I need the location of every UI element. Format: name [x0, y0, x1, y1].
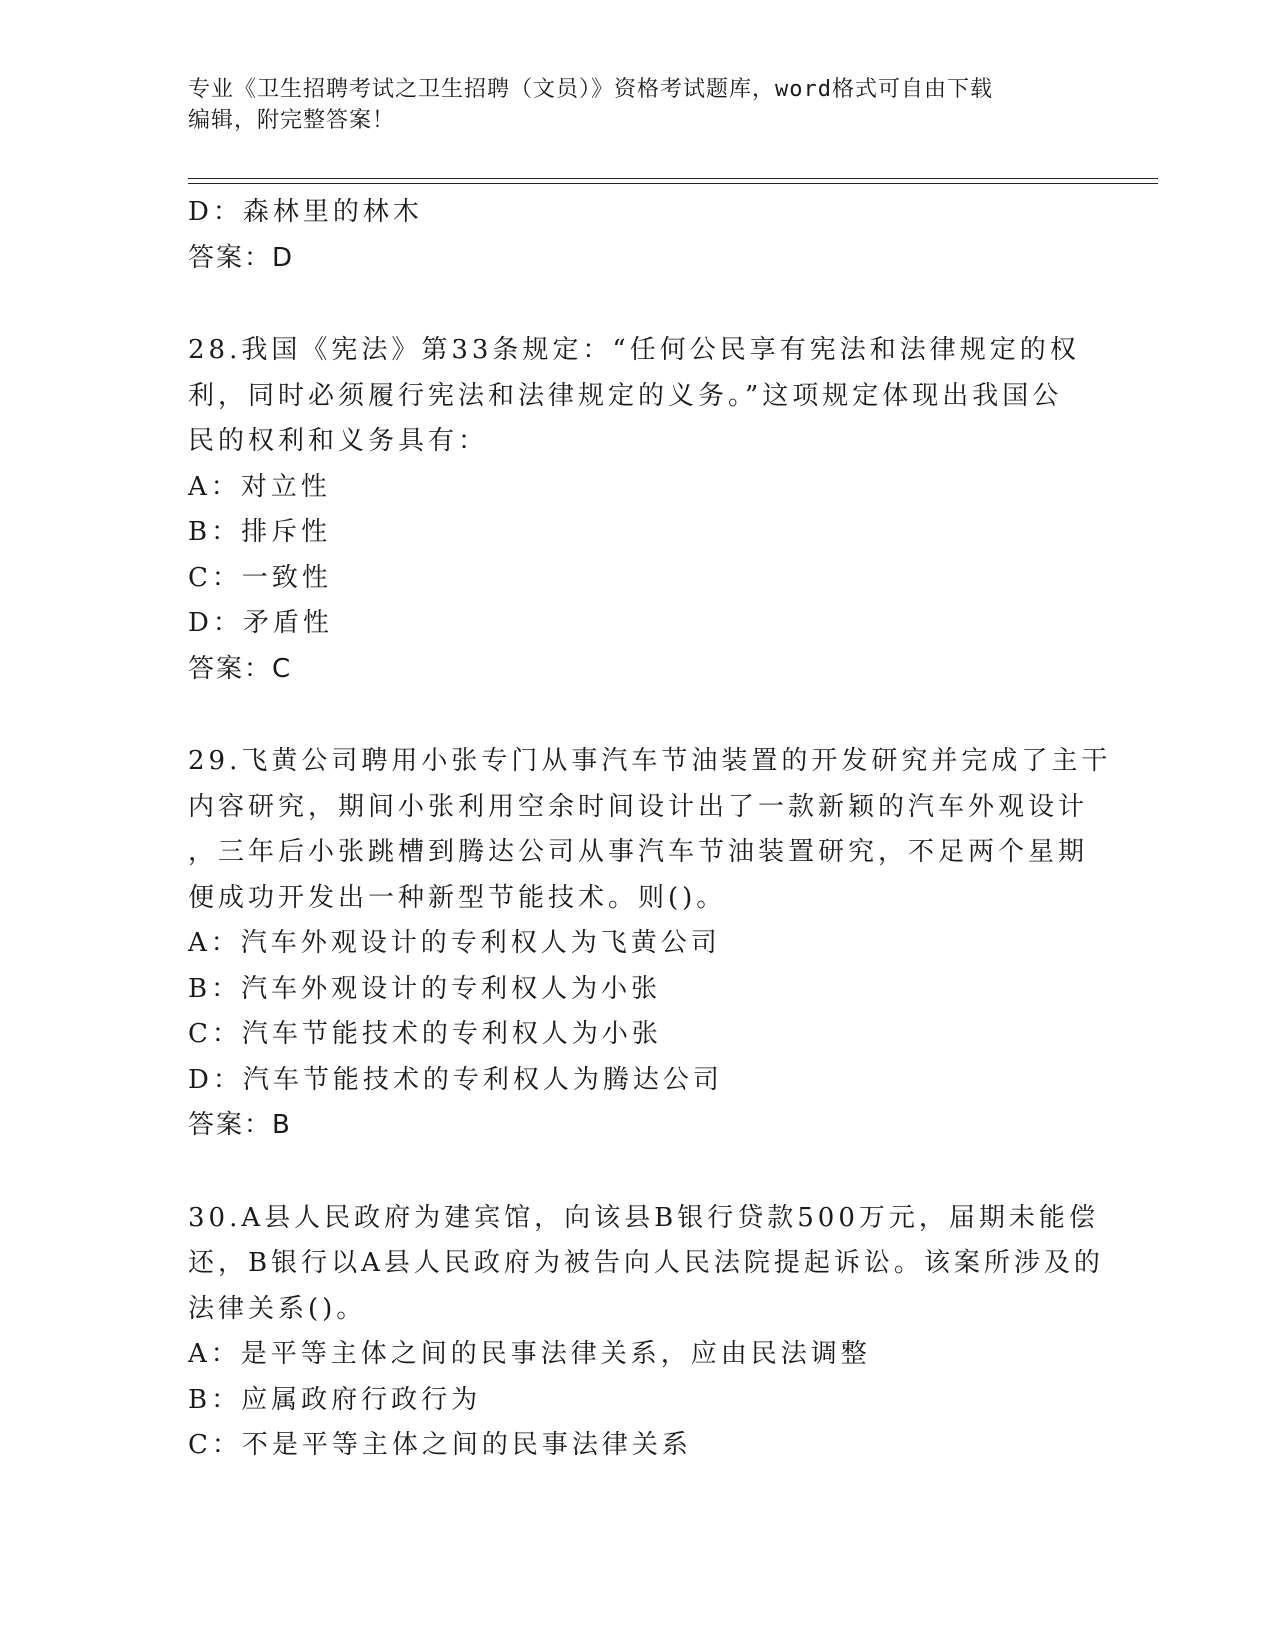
question-29-stem-line: 内容研究，期间小张利用空余时间设计出了一款新颖的汽车外观设计 [188, 791, 1089, 822]
question-29-option-b: B：汽车外观设计的专利权人为小张 [188, 973, 662, 1004]
question-30-option-c: C：不是平等主体之间的民事法律关系 [188, 1430, 692, 1460]
prev-option-d: D：森林里的林木 [188, 197, 423, 227]
question-30-option-b: B：应属政府行政行为 [188, 1384, 482, 1415]
question-30 [188, 1196, 1104, 1469]
question-29-option-c: C：汽车节能技术的专利权人为小张 [188, 1019, 662, 1049]
prev-answer: 答案：D [188, 242, 295, 273]
question-30-stem-line: 30.A县人民政府为建宾馆，向该县B银行贷款500万元，届期未能偿 [188, 1202, 1099, 1233]
question-29-stem-line: 便成功开发出一种新型节能技术。则()。 [188, 882, 727, 913]
question-30-option-a: A：是平等主体之间的民事法律关系，应由民法调整 [188, 1339, 871, 1369]
spacer [188, 692, 1088, 739]
header-line-2: 编辑，附完整答案！ [188, 108, 396, 133]
question-28-option-d: D：矛盾性 [188, 608, 333, 638]
header-line-1: 专业《卫生招聘考试之卫生招聘（文员）》资格考试题库，word格式可自由下载 [188, 77, 993, 102]
question-28-answer: 答案：C [188, 653, 293, 684]
question-29 [188, 739, 1112, 1149]
question-content [188, 190, 1112, 1469]
question-28-option-b: B：排斥性 [188, 517, 332, 547]
question-30-stem-line: 法律关系()。 [188, 1293, 367, 1324]
question-28-stem-line: 民的权利和义务具有： [188, 426, 489, 456]
question-30-stem-line: 还，B银行以A县人民政府为被告向人民法院提起诉讼。该案所涉及的 [188, 1248, 1104, 1278]
spacer [188, 1149, 1088, 1196]
question-28 [188, 328, 1088, 692]
spacer [188, 281, 1088, 328]
question-28-stem-line: 28.我国《宪法》第33条规定：“任何公民享有宪法和法律规定的权 [188, 335, 1080, 365]
header-divider [188, 178, 1158, 184]
question-28-option-c: C：一致性 [188, 562, 332, 593]
page-header [188, 74, 1068, 136]
question-28-option-a: A：对立性 [188, 471, 331, 502]
question-29-stem-line: ，三年后小张跳槽到腾达公司从事汽车节油装置研究，不足两个星期 [188, 837, 1089, 867]
question-28-stem-line: 利，同时必须履行宪法和法律规定的义务。”这项规定体现出我国公 [188, 380, 1063, 411]
question-29-answer: 答案：B [188, 1110, 292, 1140]
question-29-option-a: A：汽车外观设计的专利权人为飞黄公司 [188, 928, 721, 958]
question-29-option-d: D：汽车节能技术的专利权人为腾达公司 [188, 1064, 723, 1095]
question-29-stem-line: 29.飞黄公司聘用小张专门从事汽车节油装置的开发研究并完成了主干 [188, 746, 1112, 776]
